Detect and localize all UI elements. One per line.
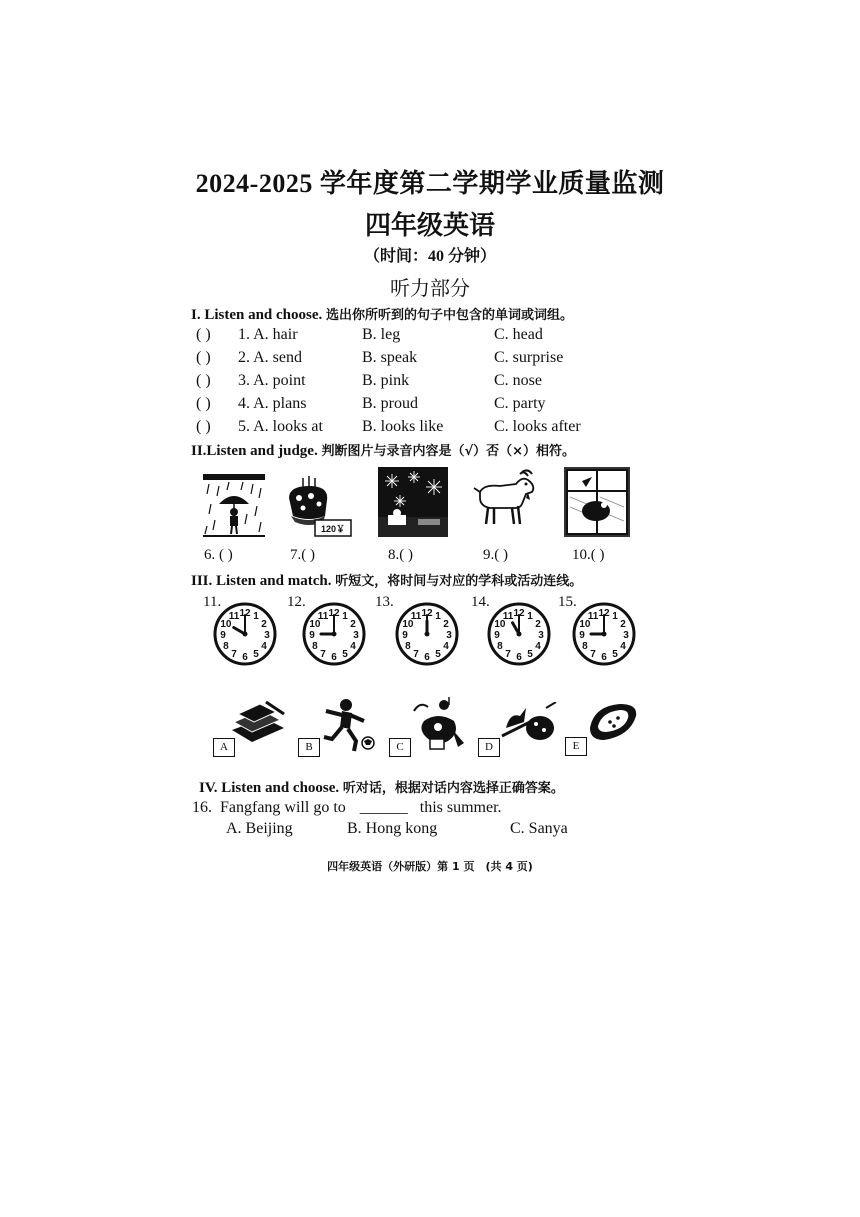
books-picture [228, 700, 286, 750]
option-a: 2. A. send [238, 349, 302, 366]
answer-paren[interactable]: ( ) [196, 418, 211, 435]
option-b: B. speak [362, 349, 418, 366]
answer-paren[interactable]: ( ) [196, 349, 211, 366]
clock-numeral: 10 [220, 619, 232, 630]
clock-numeral: 7 [590, 649, 596, 661]
judge-item-9[interactable]: 9.( ) [483, 547, 508, 563]
clock-numeral: 4 [350, 641, 356, 652]
clock-numeral: 3 [623, 630, 629, 641]
clock-numeral: 6 [601, 652, 607, 663]
clock-numeral: 3 [446, 630, 452, 641]
clock-numeral: 4 [535, 641, 541, 652]
clock-numeral: 9 [579, 630, 585, 641]
clock-number: 12. [287, 594, 306, 610]
answer-paren[interactable]: ( ) [196, 326, 211, 343]
section2-heading [191, 440, 575, 460]
clock-numeral: 9 [220, 630, 226, 641]
clock-numeral: 7 [231, 649, 237, 661]
option-a: 1. A. hair [238, 326, 298, 343]
exam-time: （时间：40 分钟） [363, 248, 496, 265]
clock-numeral: 12 [239, 608, 251, 619]
option-c[interactable]: C. Sanya [510, 820, 568, 837]
clock-numeral: 2 [261, 619, 267, 630]
section4-heading-en: IV. Listen and choose. [199, 780, 340, 796]
section1-heading-zh: 选出你所听到的句子中包含的单词或词组。 [326, 308, 574, 323]
clock-numeral: 12 [598, 608, 610, 619]
question-16 [192, 799, 502, 817]
clock-center [332, 632, 337, 637]
clock-numeral: 3 [538, 630, 544, 641]
clock-numeral: 10 [579, 619, 591, 630]
clock-numeral: 6 [242, 652, 248, 663]
clock-number: 14. [471, 594, 490, 610]
question-text-before: Fangfang will go to [220, 799, 346, 816]
goat-picture [470, 468, 542, 528]
clock-numeral: 2 [443, 619, 449, 630]
option-c: C. nose [494, 372, 542, 389]
clock-numeral: 12 [513, 608, 525, 619]
section1-heading-en: I. Listen and choose. [191, 307, 323, 323]
part-heading: 听力部分 [390, 278, 470, 300]
clock-numeral: 11 [228, 610, 240, 622]
clock-numeral: 8 [312, 641, 318, 652]
option-a: 4. A. plans [238, 395, 307, 412]
clock-face [487, 602, 551, 666]
clock-center [243, 632, 248, 637]
judge-item-6[interactable]: 6. ( ) [204, 547, 233, 563]
answer-blank[interactable]: ______ [359, 799, 408, 816]
clock-numeral: 1 [527, 610, 533, 622]
clock-numeral: 4 [443, 641, 449, 652]
clock-numeral: 10 [402, 619, 414, 630]
question-text-after: this summer. [419, 799, 502, 816]
clock-face [572, 602, 636, 666]
option-c: C. looks after [494, 418, 581, 435]
question-number: 16. [192, 799, 212, 816]
rain-umbrella-picture [203, 474, 265, 538]
clock-numeral: 1 [435, 610, 441, 622]
clock-face [395, 602, 459, 666]
clock-numeral: 1 [342, 610, 348, 622]
running-football-picture [316, 697, 378, 753]
exam-subtitle: 四年级英语 [364, 211, 495, 240]
music-picture [408, 697, 466, 755]
section3-heading-en: III. Listen and match. [191, 573, 332, 589]
option-c: C. head [494, 326, 543, 343]
clock-numeral: 7 [413, 649, 419, 661]
painting-picture [500, 702, 558, 750]
clock-numeral: 10 [309, 619, 321, 630]
clock-numeral: 3 [353, 630, 359, 641]
page-footer: 四年级英语（外研版）第 1 页 (共 4 页) [327, 860, 533, 873]
option-a: 5. A. looks at [238, 418, 323, 435]
section2-heading-zh: 判断图片与录音内容是（√）否（×）相符。 [321, 444, 576, 459]
clock-numeral: 9 [402, 630, 408, 641]
clock-numeral: 12 [421, 608, 433, 619]
judge-item-10[interactable]: 10.( ) [572, 547, 605, 563]
clock-numeral: 5 [435, 649, 441, 661]
clock-numeral: 11 [587, 610, 599, 622]
option-c: C. party [494, 395, 546, 412]
clock-numeral: 9 [494, 630, 500, 641]
price-tag: 120￥ [320, 524, 346, 534]
option-c: C. surprise [494, 349, 564, 366]
judge-item-7[interactable]: 7.( ) [290, 547, 315, 563]
clock-center [602, 632, 607, 637]
match-box-b[interactable]: B [298, 738, 320, 757]
option-b: B. proud [362, 395, 418, 412]
section4-heading [199, 777, 564, 797]
window-picture [564, 467, 630, 537]
section4-heading-zh: 听对话，根据对话内容选择正确答案。 [342, 781, 564, 796]
clock-numeral: 9 [309, 630, 315, 641]
answer-paren[interactable]: ( ) [196, 372, 211, 389]
clock-numeral: 2 [535, 619, 541, 630]
clock-numeral: 10 [494, 619, 506, 630]
section3-heading-zh: 听短文，将时间与对应的学科或活动连线。 [335, 574, 583, 589]
clock-numeral: 7 [320, 649, 326, 661]
clock-numeral: 8 [497, 641, 503, 652]
clock-numeral: 5 [612, 649, 618, 661]
clock-numeral: 11 [317, 610, 329, 622]
section1-heading [191, 304, 573, 324]
clock-numeral: 8 [582, 641, 588, 652]
match-box-a[interactable]: A [213, 738, 235, 757]
clock-numeral: 2 [350, 619, 356, 630]
clock-numeral: 2 [620, 619, 626, 630]
clock-center [517, 632, 522, 637]
clock-numeral: 5 [342, 649, 348, 661]
clock-numeral: 7 [505, 649, 511, 661]
match-box-c[interactable]: C [389, 738, 411, 757]
clock-numeral: 5 [527, 649, 533, 661]
clock-numeral: 8 [223, 641, 229, 652]
clock-center [425, 632, 430, 637]
clock-numeral: 6 [331, 652, 337, 663]
option-b: B. pink [362, 372, 410, 389]
judge-item-8[interactable]: 8.( ) [388, 547, 413, 563]
clock-number: 13. [375, 594, 394, 610]
option-b: B. looks like [362, 418, 444, 435]
clock-numeral: 4 [261, 641, 267, 652]
cake-price-picture [281, 476, 353, 538]
clock-numeral: 12 [328, 608, 340, 619]
match-box-d[interactable]: D [478, 738, 500, 757]
watermelon-picture [586, 698, 640, 744]
clock-face [302, 602, 366, 666]
option-a[interactable]: A. Beijing [226, 820, 293, 837]
clock-number: 15. [558, 594, 577, 610]
clock-face [213, 602, 277, 666]
clock-numeral: 1 [612, 610, 618, 622]
clock-numeral: 5 [253, 649, 259, 661]
section3-heading [191, 570, 582, 590]
clock-numeral: 11 [410, 610, 422, 622]
clock-numeral: 6 [424, 652, 430, 663]
match-box-e[interactable]: E [565, 737, 587, 756]
answer-paren[interactable]: ( ) [196, 395, 211, 412]
option-b[interactable]: B. Hong kong [347, 820, 438, 837]
fireworks-picture [378, 467, 448, 537]
exam-title: 2024-2025 学年度第二学期学业质量监测 [195, 169, 665, 198]
clock-numeral: 3 [264, 630, 270, 641]
section2-heading-en: II.Listen and judge. [191, 443, 318, 459]
clock-numeral: 8 [405, 641, 411, 652]
clock-numeral: 11 [502, 610, 514, 622]
clock-numeral: 1 [253, 610, 259, 622]
clock-number: 11. [203, 594, 222, 610]
clock-numeral: 4 [620, 641, 626, 652]
clock-numeral: 6 [516, 652, 522, 663]
option-a: 3. A. point [238, 372, 306, 389]
option-b: B. leg [362, 326, 401, 343]
